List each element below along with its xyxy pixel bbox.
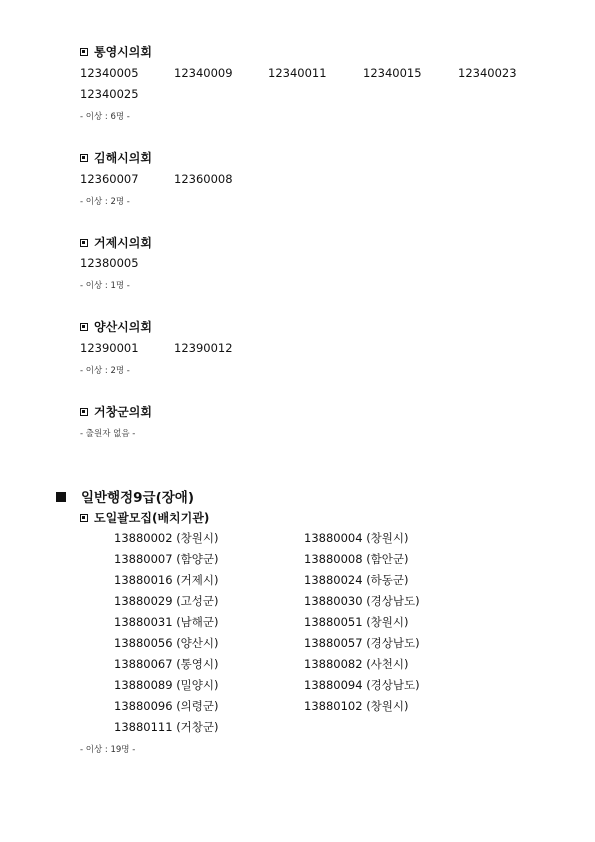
main-heading [56, 486, 194, 506]
filled-square-icon [56, 492, 66, 502]
applicant-entry: 13880067 (통영시) [114, 657, 219, 671]
count-note: - 이상 : 19명 - [80, 745, 136, 755]
section-heading-label: 양산시의회 [94, 320, 152, 334]
applicant-entry: 13880057 (경상남도) [304, 636, 420, 650]
applicant-entry: 13880102 (창원시) [304, 699, 409, 713]
sub-heading [80, 509, 209, 526]
bullet-square-icon [80, 154, 88, 162]
applicant-entry: 13880111 (거창군) [114, 720, 219, 734]
section-heading-label: 거창군의회 [94, 405, 152, 419]
applicant-number: 12390012 [174, 341, 233, 355]
applicant-number: 12340009 [174, 66, 233, 80]
section-heading [80, 149, 152, 166]
main-heading-label: 일반행정9급(장애) [81, 490, 195, 506]
applicant-entry: 13880082 (사천시) [304, 657, 409, 671]
applicant-number: 12360007 [80, 172, 139, 186]
applicant-number: 12340015 [363, 66, 422, 80]
applicant-entry: 13880029 (고성군) [114, 594, 219, 608]
bullet-square-icon [80, 239, 88, 247]
count-note: - 이상 : 1명 - [80, 281, 130, 291]
count-note: - 이상 : 2명 - [80, 366, 130, 376]
applicant-number: 12340005 [80, 66, 139, 80]
applicant-entry: 13880007 (함양군) [114, 552, 219, 566]
section-heading-label: 김해시의회 [94, 151, 152, 165]
section-heading-label: 거제시의회 [94, 236, 152, 250]
applicant-entry: 13880031 (남해군) [114, 615, 219, 629]
applicant-number: 12340011 [268, 66, 327, 80]
applicant-entry: 13880096 (의령군) [114, 699, 219, 713]
count-note: - 이상 : 6명 - [80, 112, 130, 122]
bullet-square-icon [80, 323, 88, 331]
bullet-square-icon [80, 514, 88, 522]
applicant-entry: 13880008 (함안군) [304, 552, 409, 566]
section-heading [80, 234, 152, 251]
applicant-number: 12340025 [80, 87, 139, 101]
sub-heading-label: 도일괄모집(배치기관) [94, 511, 210, 525]
applicant-entry: 13880056 (양산시) [114, 636, 219, 650]
section-heading [80, 43, 152, 60]
count-note: - 출원자 없음 - [80, 429, 136, 439]
applicant-number: 12390001 [80, 341, 139, 355]
applicant-entry: 13880051 (창원시) [304, 615, 409, 629]
section-heading [80, 318, 152, 335]
applicant-entry: 13880024 (하동군) [304, 573, 409, 587]
bullet-square-icon [80, 408, 88, 416]
applicant-entry: 13880004 (창원시) [304, 531, 409, 545]
section-heading [80, 403, 152, 420]
applicant-entry: 13880089 (밀양시) [114, 678, 219, 692]
applicant-entry: 13880016 (거제시) [114, 573, 219, 587]
count-note: - 이상 : 2명 - [80, 197, 130, 207]
section-heading-label: 통영시의회 [94, 45, 152, 59]
applicant-number: 12380005 [80, 256, 139, 270]
applicant-number: 12340023 [458, 66, 517, 80]
applicant-number: 12360008 [174, 172, 233, 186]
applicant-entry: 13880030 (경상남도) [304, 594, 420, 608]
applicant-entry: 13880002 (창원시) [114, 531, 219, 545]
bullet-square-icon [80, 48, 88, 56]
applicant-entry: 13880094 (경상남도) [304, 678, 420, 692]
